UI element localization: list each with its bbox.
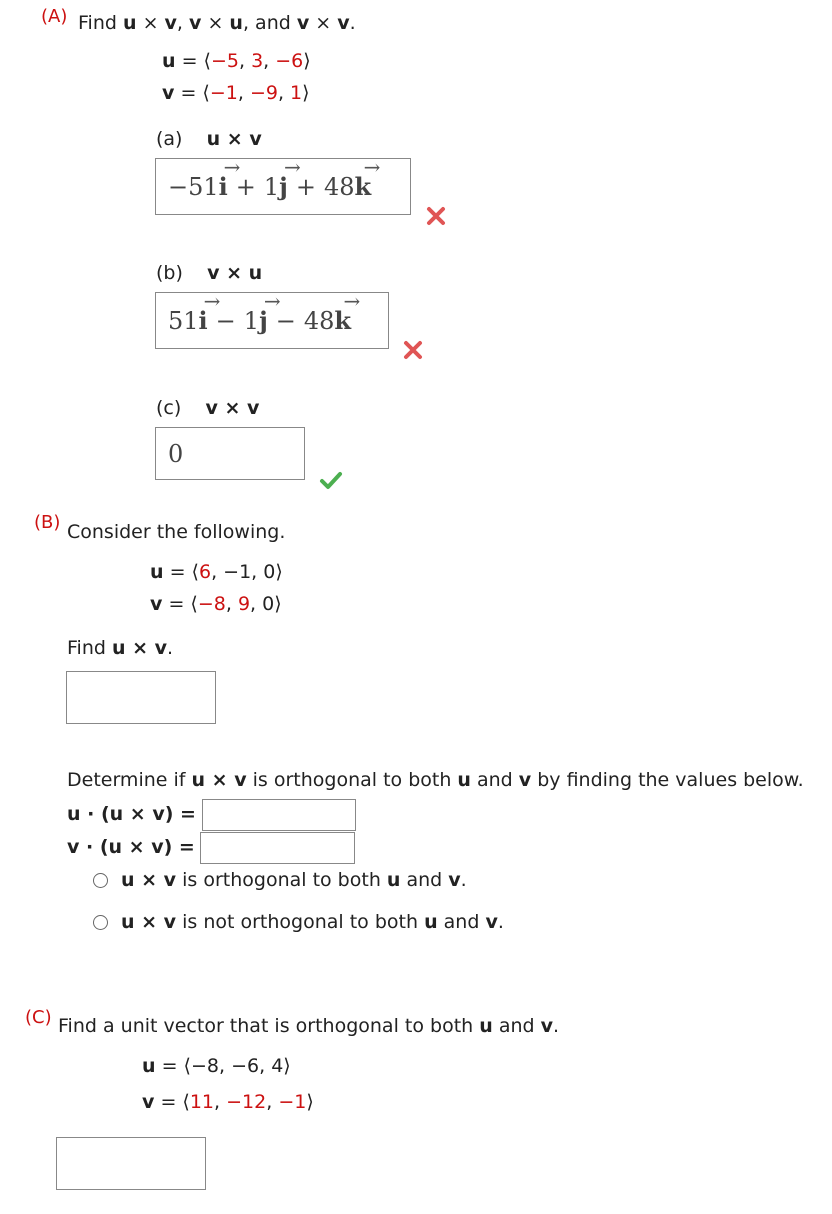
part-b-u-definition: u = ⟨6, −1, 0⟩ [150, 561, 283, 583]
dot-u-label: u · (u × v) = [67, 803, 196, 825]
part-c-prompt: Find a unit vector that is orthogonal to both u and v. [58, 1015, 560, 1037]
orthogonality-prompt: Determine if u × v is orthogonal to both u and v by finding the values below. [67, 769, 804, 791]
sub-c-heading: (c) v × v [156, 397, 260, 419]
j-unit-vector: j → [279, 172, 288, 201]
sub-a-answer-field[interactable]: −51 i → + 1 j → + 48 k → [155, 158, 411, 215]
part-b-label: (B) [34, 512, 61, 533]
part-c-u-definition: u = ⟨−8, −6, 4⟩ [142, 1055, 291, 1077]
sub-b-answer-field[interactable]: 51 i → − 1 j → − 48 k → [155, 292, 389, 349]
not-orthogonal-radio[interactable] [93, 915, 108, 930]
orthogonal-option-label[interactable]: u × v is orthogonal to both u and v. [121, 869, 467, 891]
i-unit-vector: i → [219, 172, 228, 201]
i-unit-vector: i → [199, 306, 208, 335]
part-a-v-definition: v = ⟨−1, −9, 1⟩ [162, 82, 310, 104]
sub-a-heading: (a) u × v [156, 128, 262, 150]
part-c-label: (C) [25, 1007, 52, 1028]
dot-u-input[interactable] [202, 799, 356, 831]
dot-v-label: v · (u × v) = [67, 836, 195, 858]
k-unit-vector: k → [334, 306, 351, 335]
part-b-prompt: Consider the following. [67, 521, 286, 543]
not-orthogonal-option-label[interactable]: u × v is not orthogonal to both u and v. [121, 911, 504, 933]
incorrect-x-icon [426, 206, 446, 226]
cross-product-answer-field[interactable] [66, 671, 216, 724]
j-unit-vector: j → [259, 306, 268, 335]
part-b-find-prompt: Find u × v. [67, 637, 174, 659]
part-a-u-definition: u = ⟨−5, 3, −6⟩ [162, 50, 311, 72]
k-unit-vector: k → [355, 172, 372, 201]
part-b-v-definition: v = ⟨−8, 9, 0⟩ [150, 593, 282, 615]
correct-check-icon [319, 470, 343, 490]
incorrect-x-icon [403, 340, 423, 360]
part-a-label: (A) [41, 6, 68, 27]
orthogonal-radio[interactable] [93, 873, 108, 888]
part-c-v-definition: v = ⟨11, −12, −1⟩ [142, 1091, 314, 1113]
dot-v-input[interactable] [200, 832, 355, 864]
sub-b-heading: (b) v × u [156, 262, 263, 284]
sub-c-answer-field[interactable]: 0 [155, 427, 305, 480]
unit-vector-answer-field[interactable] [56, 1137, 206, 1190]
part-a-prompt: Find u × v, v × u, and v × v. [78, 12, 356, 34]
